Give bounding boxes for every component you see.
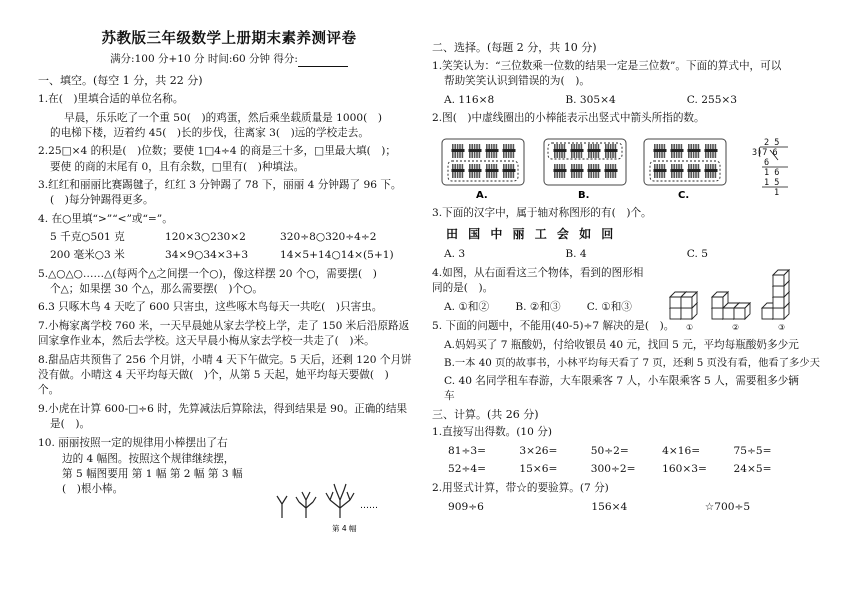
calc-item: 52÷4=: [448, 463, 486, 476]
q4-row-1: [38, 230, 420, 245]
cube-face: [773, 297, 784, 308]
bundle-band: [571, 149, 584, 152]
div-step2: 1 6: [764, 168, 780, 178]
r-q4-cube-figures: [666, 266, 816, 332]
bundle-band: [469, 149, 482, 152]
q7-line-a: 7.小梅家离学校 760 米，一天早晨她从家去学校上学，走了 150 米后沿原路返: [38, 319, 410, 332]
q1-line-a: 早晨，乐乐吃了一个重 50( )的鸡蛋，然后乘坐载质量是 1000( ): [64, 111, 382, 124]
r-q4-line-a: 4.如图，从右面看这三个物体，看到的图形相: [432, 267, 644, 280]
r-q5-option-a[interactable]: A.妈妈买了 7 瓶酸奶，付给收银员 40 元，找回 5 元，平均每瓶酸奶多少元: [444, 338, 799, 351]
q5-line-a: 5.△○△○……△(每两个△之间摆一个○)，像这样摆 20 个○，需要摆( ): [38, 267, 377, 280]
q4-item: 120×3○230×2: [165, 231, 246, 244]
calc-1-heading: 1.直接写出得数。(10 分): [432, 426, 552, 439]
exam-title: 苏教版三年级数学上册期末素养测评卷: [101, 30, 357, 47]
option-b[interactable]: B. 305×4: [565, 93, 616, 106]
score-blank[interactable]: [298, 56, 348, 67]
calc-item: 300÷2=: [590, 463, 636, 476]
r-q1-line-b: 帮助笑笑认识到错误的为( )。: [444, 75, 590, 88]
option-c[interactable]: C. 5: [686, 247, 708, 260]
r-q3-chars: 田 国 中 丽 工 会 如 回: [446, 227, 617, 242]
q10-line-d: ( )根小棒。: [62, 483, 124, 496]
bundle-band: [705, 149, 718, 152]
section-1-heading: 一、填空。(每空 1 分，共 22 分): [38, 74, 203, 88]
calc-item: 3×26=: [519, 444, 558, 457]
cube-face: [670, 297, 681, 308]
section-2-heading: 二、选择。(每题 2 分，共 10 分): [432, 41, 597, 54]
calc-item: ☆700÷5: [704, 500, 751, 513]
bundle-band: [671, 149, 684, 152]
bundle-band: [486, 169, 499, 172]
bundle-band: [671, 169, 684, 172]
bundle-band: [654, 169, 667, 172]
calc-row-1: [432, 444, 832, 459]
q2-line-b: 要使 的商的末尾有 0，且有余数，□里有( )种填法。: [50, 160, 305, 173]
calc-2-heading: 2.用竖式计算，带☆的要验算。(7 分): [432, 481, 609, 494]
q3-line-b: ( )每分钟踢得更多。: [50, 194, 154, 207]
div-quotient: 2 5: [764, 138, 780, 148]
bundle-band: [588, 149, 601, 152]
r-q2-long-division: [750, 136, 800, 198]
q4-item: 320÷8○320÷4÷2: [280, 231, 377, 244]
q4: 4. 在○里填“>”“<”或“=”。: [38, 212, 173, 225]
r-q3-block: [432, 206, 832, 515]
cube-label-1: ①: [686, 323, 694, 332]
r-q3: 3.下面的汉字中，属于轴对称图形的有( )个。: [432, 207, 652, 219]
cube-label-2: ②: [732, 323, 740, 332]
option-b[interactable]: B. ②和③: [515, 300, 561, 313]
q10-line-a: 10. 丽丽按照一定的规律用小棒摆出了右: [38, 437, 228, 450]
q4-item: 5 千克○501 克: [50, 231, 125, 244]
option-a[interactable]: A. ①和②: [444, 300, 490, 313]
bundle-band: [452, 149, 465, 152]
r-q2: 2.图( )中虚线圈出的小棒能表示出竖式中箭头所指的数。: [432, 112, 705, 125]
option-a[interactable]: A. 3: [444, 247, 466, 260]
bundle-band: [554, 169, 567, 172]
cube-face: [762, 308, 773, 319]
cube-face: [681, 308, 692, 319]
cube-face: [773, 308, 784, 319]
q8-line-c: 个。: [38, 384, 60, 397]
r-q5-option-b[interactable]: B.一本 40 页的故事书，小林平均每天看了 7 页，还剩 5 页没有看，他看了多少天: [444, 356, 820, 369]
label-a: A.: [476, 190, 488, 201]
q6: 6.3 只啄木鸟 4 天吃了 600 只害虫，这些啄木鸟每天一共吃( )只害虫。: [38, 301, 383, 314]
bundle-band: [554, 149, 567, 152]
calc-item: 4×16=: [662, 444, 701, 457]
bundle-band: [605, 169, 618, 172]
q10-stick-figure: [276, 478, 416, 534]
stick-tree-1: [277, 496, 287, 518]
left-column: [38, 0, 420, 498]
q4-item: 14×5+14○14×(5+1): [280, 249, 394, 262]
meta-text: 满分:100 分+10 分 时间:60 分钟 得分:: [110, 53, 298, 66]
q9-line-a: 9.小虎在计算 600-□÷6 时，先算减法后算除法，得到结果是 90。正确的结果: [38, 402, 408, 415]
bundle-band: [654, 149, 667, 152]
bundle-band: [688, 169, 701, 172]
bundle-band: [503, 169, 516, 172]
calc-item: 50÷2=: [590, 444, 629, 457]
exam-meta: [38, 52, 420, 67]
bundle-band: [705, 169, 718, 172]
q7-line-b: 回家拿作业本，然后去学校。这天早晨小梅从家去学校一共走了( )米。: [38, 335, 375, 348]
calc-item: 15×6=: [519, 463, 558, 476]
section-3-heading: 三、计算。(共 26 分): [432, 407, 539, 421]
r-q5-option-c-cont: 车: [444, 390, 455, 403]
cube-face: [681, 297, 692, 308]
q8-line-a: 8.甜品店共预售了 256 个月饼，小晴 4 天下午做完。5 天后，还剩 120 个月饼: [38, 353, 412, 366]
bundle-band: [688, 149, 701, 152]
stick-tree-3: [326, 484, 354, 518]
cube-face: [723, 308, 734, 319]
r-q2-stick-bundles: [440, 135, 740, 203]
right-column: [432, 0, 832, 126]
cube-face: [773, 286, 784, 297]
r-q1-line-a: 1.笑笑认为：“三位数乘一位数的结果一定是三位数”。下面的算式中，可以: [432, 59, 782, 72]
calc-item: 909÷6: [448, 500, 484, 513]
r-q4-line-b: 同的是( )。: [432, 282, 494, 295]
bundle-band: [486, 149, 499, 152]
q3-line-a: 3.红红和丽丽比赛踢毽子，红红 3 分钟踢了 78 下，丽丽 4 分钟踢了 96 下。: [38, 178, 402, 191]
q8-line-b: 没有做。小晴这 4 天平均每天做( )个，从第 5 天起，她平均每天要做( ): [38, 368, 389, 381]
div-step1: 6: [764, 158, 770, 168]
q10-fig-dots: ……: [360, 501, 378, 511]
bundle-band: [571, 169, 584, 172]
calc-item: 24×5=: [733, 463, 772, 476]
div-dividend: 3)7 6: [752, 148, 778, 158]
stick-tree-2: [296, 492, 316, 518]
option-a[interactable]: A. 116×8: [444, 93, 495, 106]
bundle-band: [605, 149, 618, 152]
label-c: C.: [678, 190, 690, 201]
cube-face: [712, 308, 723, 319]
calc-2-row: [432, 500, 832, 515]
option-c[interactable]: C. 255×3: [686, 93, 738, 106]
q4-item: 200 毫米○3 米: [50, 249, 125, 262]
r-q1-options: [432, 93, 832, 108]
calc-item: 75÷5=: [733, 444, 772, 457]
q10-line-c: 第 5 幅图要用 第 1 幅 第 2 幅 第 3 幅: [62, 468, 243, 481]
q4-row-2: [38, 248, 420, 263]
cube-face: [734, 308, 745, 319]
option-b[interactable]: B. 4: [565, 247, 587, 260]
bundle-band: [469, 169, 482, 172]
div-remainder: 1: [774, 188, 780, 198]
cube-face: [773, 275, 784, 286]
r-q5-option-c[interactable]: C. 40 名同学租车春游，大车限乘客 7 人，小车限乘客 5 人，需要租多少辆: [444, 374, 799, 387]
q10-line-b: 边的 4 幅图。按照这个规律继续摆，: [62, 452, 235, 465]
q4-item: 34×9○34×3+3: [165, 249, 249, 262]
r-q3-options: [432, 247, 832, 262]
r-q5: 5. 下面的问题中，不能用(40-5)÷7 解决的是( )。: [432, 320, 675, 333]
calc-item: 156×4: [591, 500, 628, 513]
bundle-band: [452, 169, 465, 172]
q1-line-b: 的电梯下楼，迈着约 45( )长的步伐，往离家 3( )远的学校走去。: [50, 126, 369, 139]
label-b: B.: [578, 190, 590, 201]
bundle-band: [503, 149, 516, 152]
div-step3: 1 5: [764, 178, 780, 188]
cube-face: [670, 308, 681, 319]
q10-fig-label: 第 4 幅: [332, 524, 357, 533]
cube-face: [712, 297, 723, 308]
cube-label-3: ③: [778, 323, 786, 332]
calc-item: 160×3=: [662, 463, 707, 476]
calc-row-2: [432, 462, 832, 477]
option-c[interactable]: C. ①和③: [586, 300, 632, 313]
bundle-band: [588, 169, 601, 172]
q2-line-a: 2.25□×4 的积是( )位数；要使 1□4÷4 的商是三十多，□里最大填( )；: [38, 145, 397, 158]
q1: 1.在( )里填合适的单位名称。: [38, 93, 184, 106]
calc-item: 81÷3=: [448, 444, 486, 457]
q9-line-b: 是( )。: [50, 418, 91, 430]
q5-line-b: 个△；如果摆 30 个△，那么需要摆( )个○。: [50, 283, 263, 296]
